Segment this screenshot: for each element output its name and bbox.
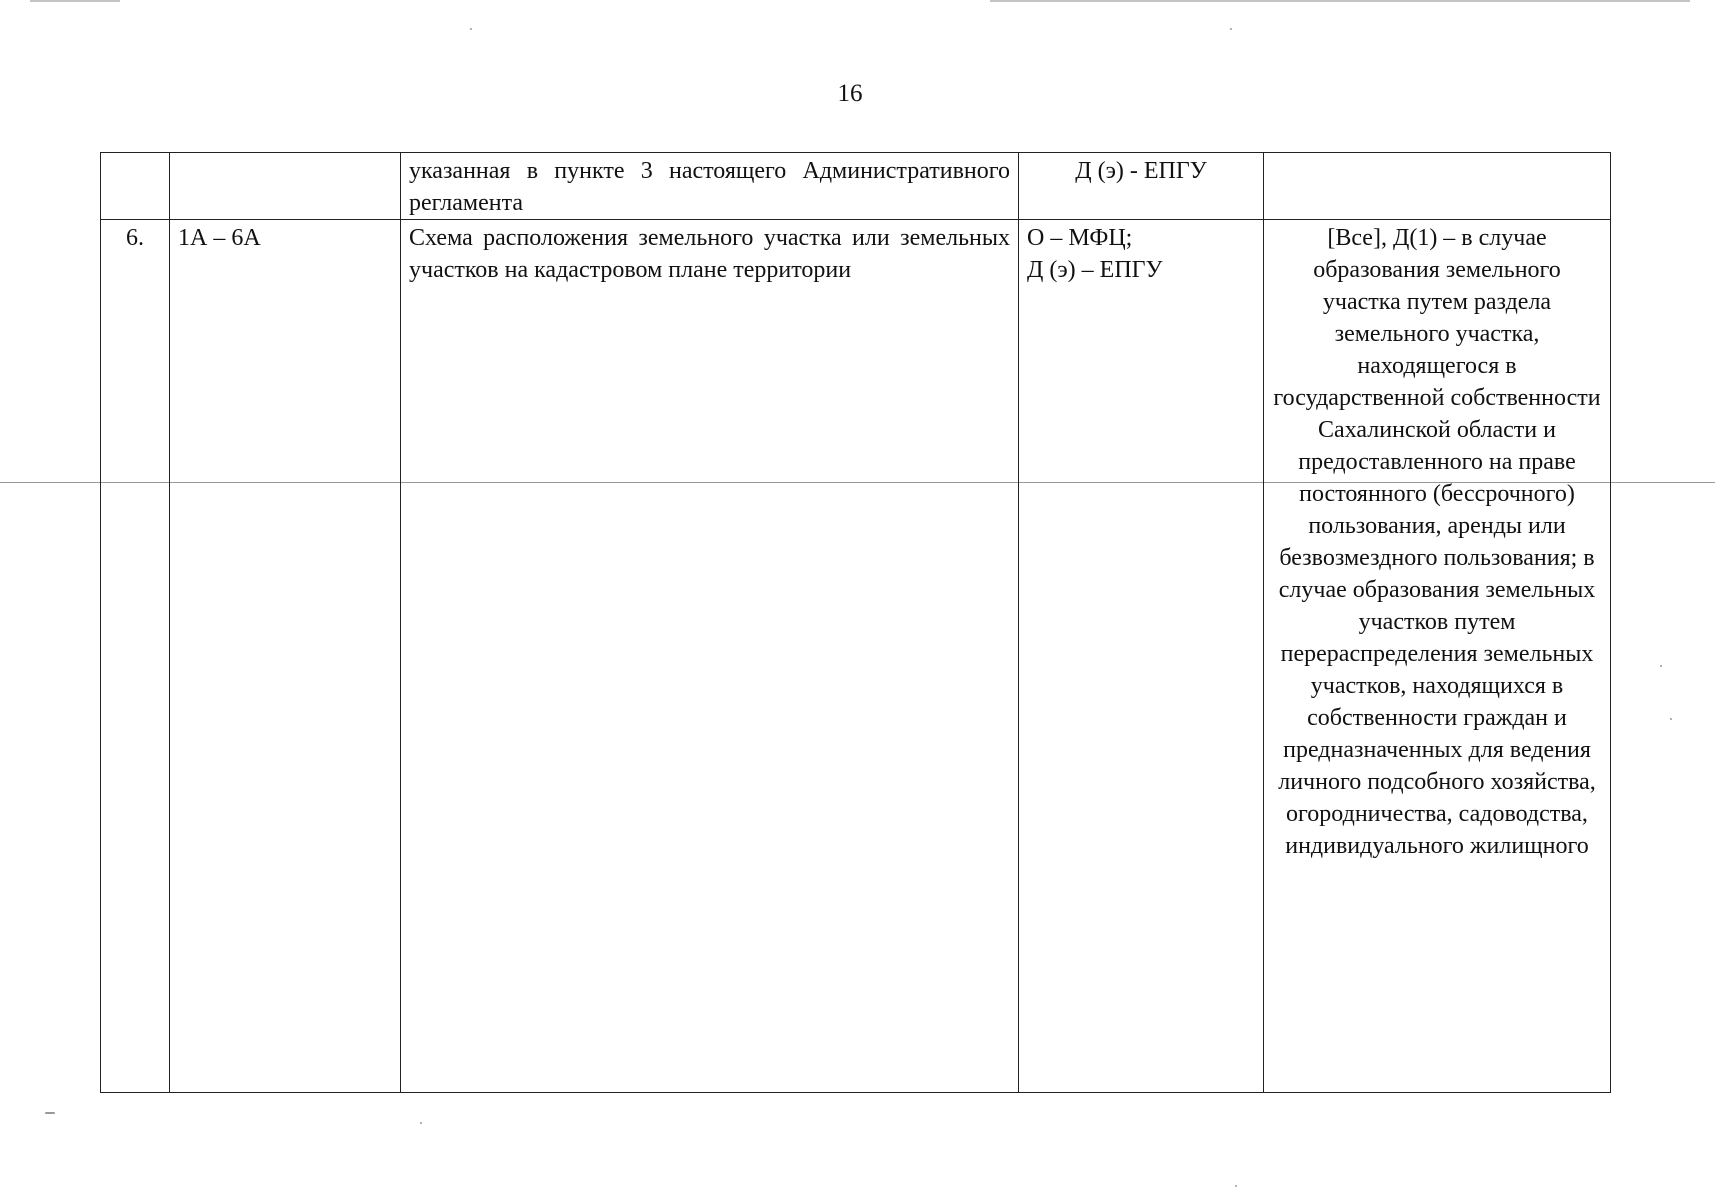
submission-method-line: Д (э) – ЕПГУ [1027,257,1163,283]
scan-speck [1235,1185,1237,1187]
documents-table [100,152,1611,1093]
document-name-cell: Схема расположения земельного участка или земельных участков на кадастровом плане территории [401,220,1019,1093]
applicant-code-cell: 1А – 6А [170,220,401,1093]
document-name-cell: указанная в пункте 3 настоящего Административного регламента [401,153,1019,220]
scan-edge-top-right [990,0,1690,2]
row-number-cell: 6. [101,220,170,1093]
submission-method-line: О – МФЦ; [1027,225,1133,251]
scan-speck [1660,665,1662,667]
submission-method-cell [1019,220,1264,1093]
applicant-code-cell [170,153,401,220]
scan-edge-top-left [30,0,120,2]
conditions-cell: [Все], Д(1) – в случае образования земельного участка путем раздела земельного участка, находящегося в государственной собственности Сахалинской области и предоставленного на праве постоянного (бессрочного) пользования, аренды или безвозмездного пользования; в случае образования земельных участков путем перераспределения земельных участков, находящихся в собственности граждан и предназначенных для ведения личного подсобного хозяйства, огородничества, садоводства, индивидуального жилищного [1264,220,1611,1093]
scan-speck [420,1122,422,1124]
scan-speck [470,28,472,30]
scan-speck [45,1112,55,1114]
submission-method-cell: Д (э) - ЕПГУ [1019,153,1264,220]
table-row-6 [101,220,1611,1093]
conditions-cell [1264,153,1611,220]
page-number: 16 [837,80,863,107]
row-number-cell [101,153,170,220]
scan-speck [1670,718,1672,720]
table-row-continuation [101,153,1611,220]
scan-speck [1230,28,1232,30]
